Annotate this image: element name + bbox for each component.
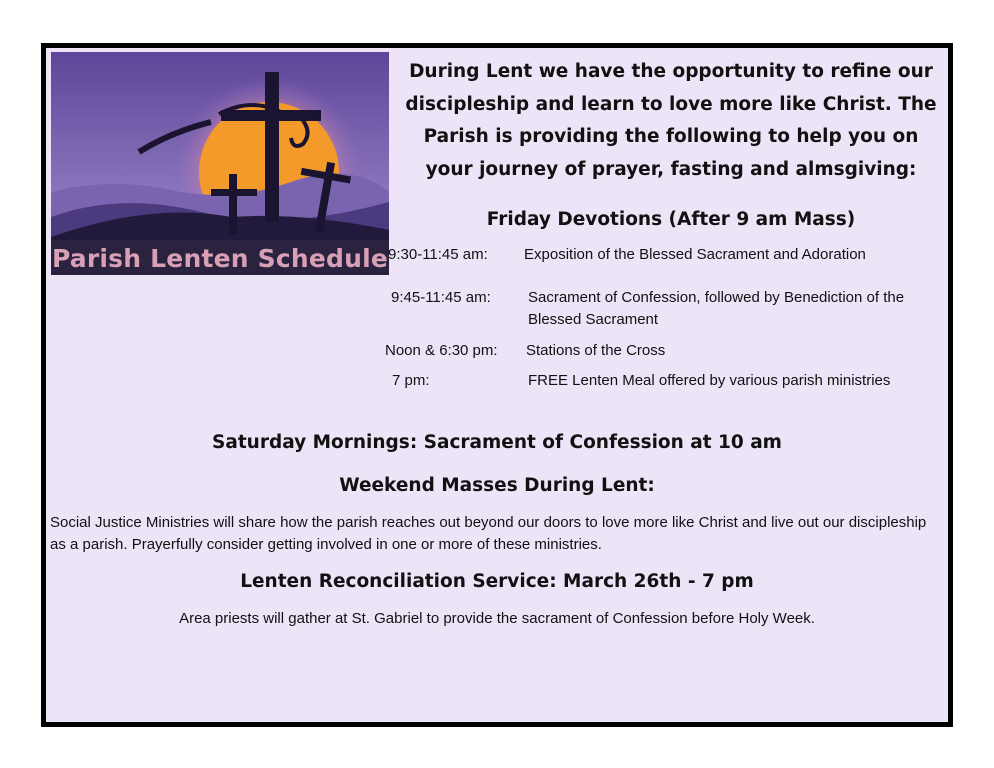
schedule-description: Sacrament of Confession, followed by Benediction of the Blessed Sacrament [528,289,905,328]
schedule-time: Noon & 6:30 pm: [385,342,498,359]
reconciliation-text: Area priests will gather at St. Gabriel to provide the sacrament of Confession before Holy Week. [179,610,815,627]
schedule-time: 9:45-11:45 am: [391,289,491,306]
schedule-description: FREE Lenten Meal offered by various parish ministries [528,372,891,389]
schedule-time: 7 pm: [392,372,430,389]
flyer-frame [41,43,953,727]
schedule-time: 9:30-11:45 am: [388,246,488,263]
reconciliation-heading: Lenten Reconciliation Service: March 26th - 7 pm [240,571,754,592]
schedule-description: Stations of the Cross [526,342,666,359]
three-crosses-illustration [51,52,389,275]
weekend-masses-text: Social Justice Ministries will share how the parish reaches out beyond our doors to love more like Christ and live out our discipleship as a parish. Prayerfully consider getting involved in one or more of these ministries. [50,514,927,553]
schedule-description: Exposition of the Blessed Sacrament and Adoration [524,246,866,263]
lenten-banner-image [51,52,389,275]
banner-title: Parish Lenten Schedule [51,244,389,273]
saturday-heading: Saturday Mornings: Sacrament of Confession at 10 am [212,432,782,453]
weekend-masses-heading: Weekend Masses During Lent: [339,475,655,496]
intro-paragraph: During Lent we have the opportunity to refine our discipleship and learn to love more like Christ. The Parish is providing the following to help you on your journey of prayer, fasting and almsgiving: [405,61,937,180]
friday-devotions-heading: Friday Devotions (After 9 am Mass) [486,209,856,230]
